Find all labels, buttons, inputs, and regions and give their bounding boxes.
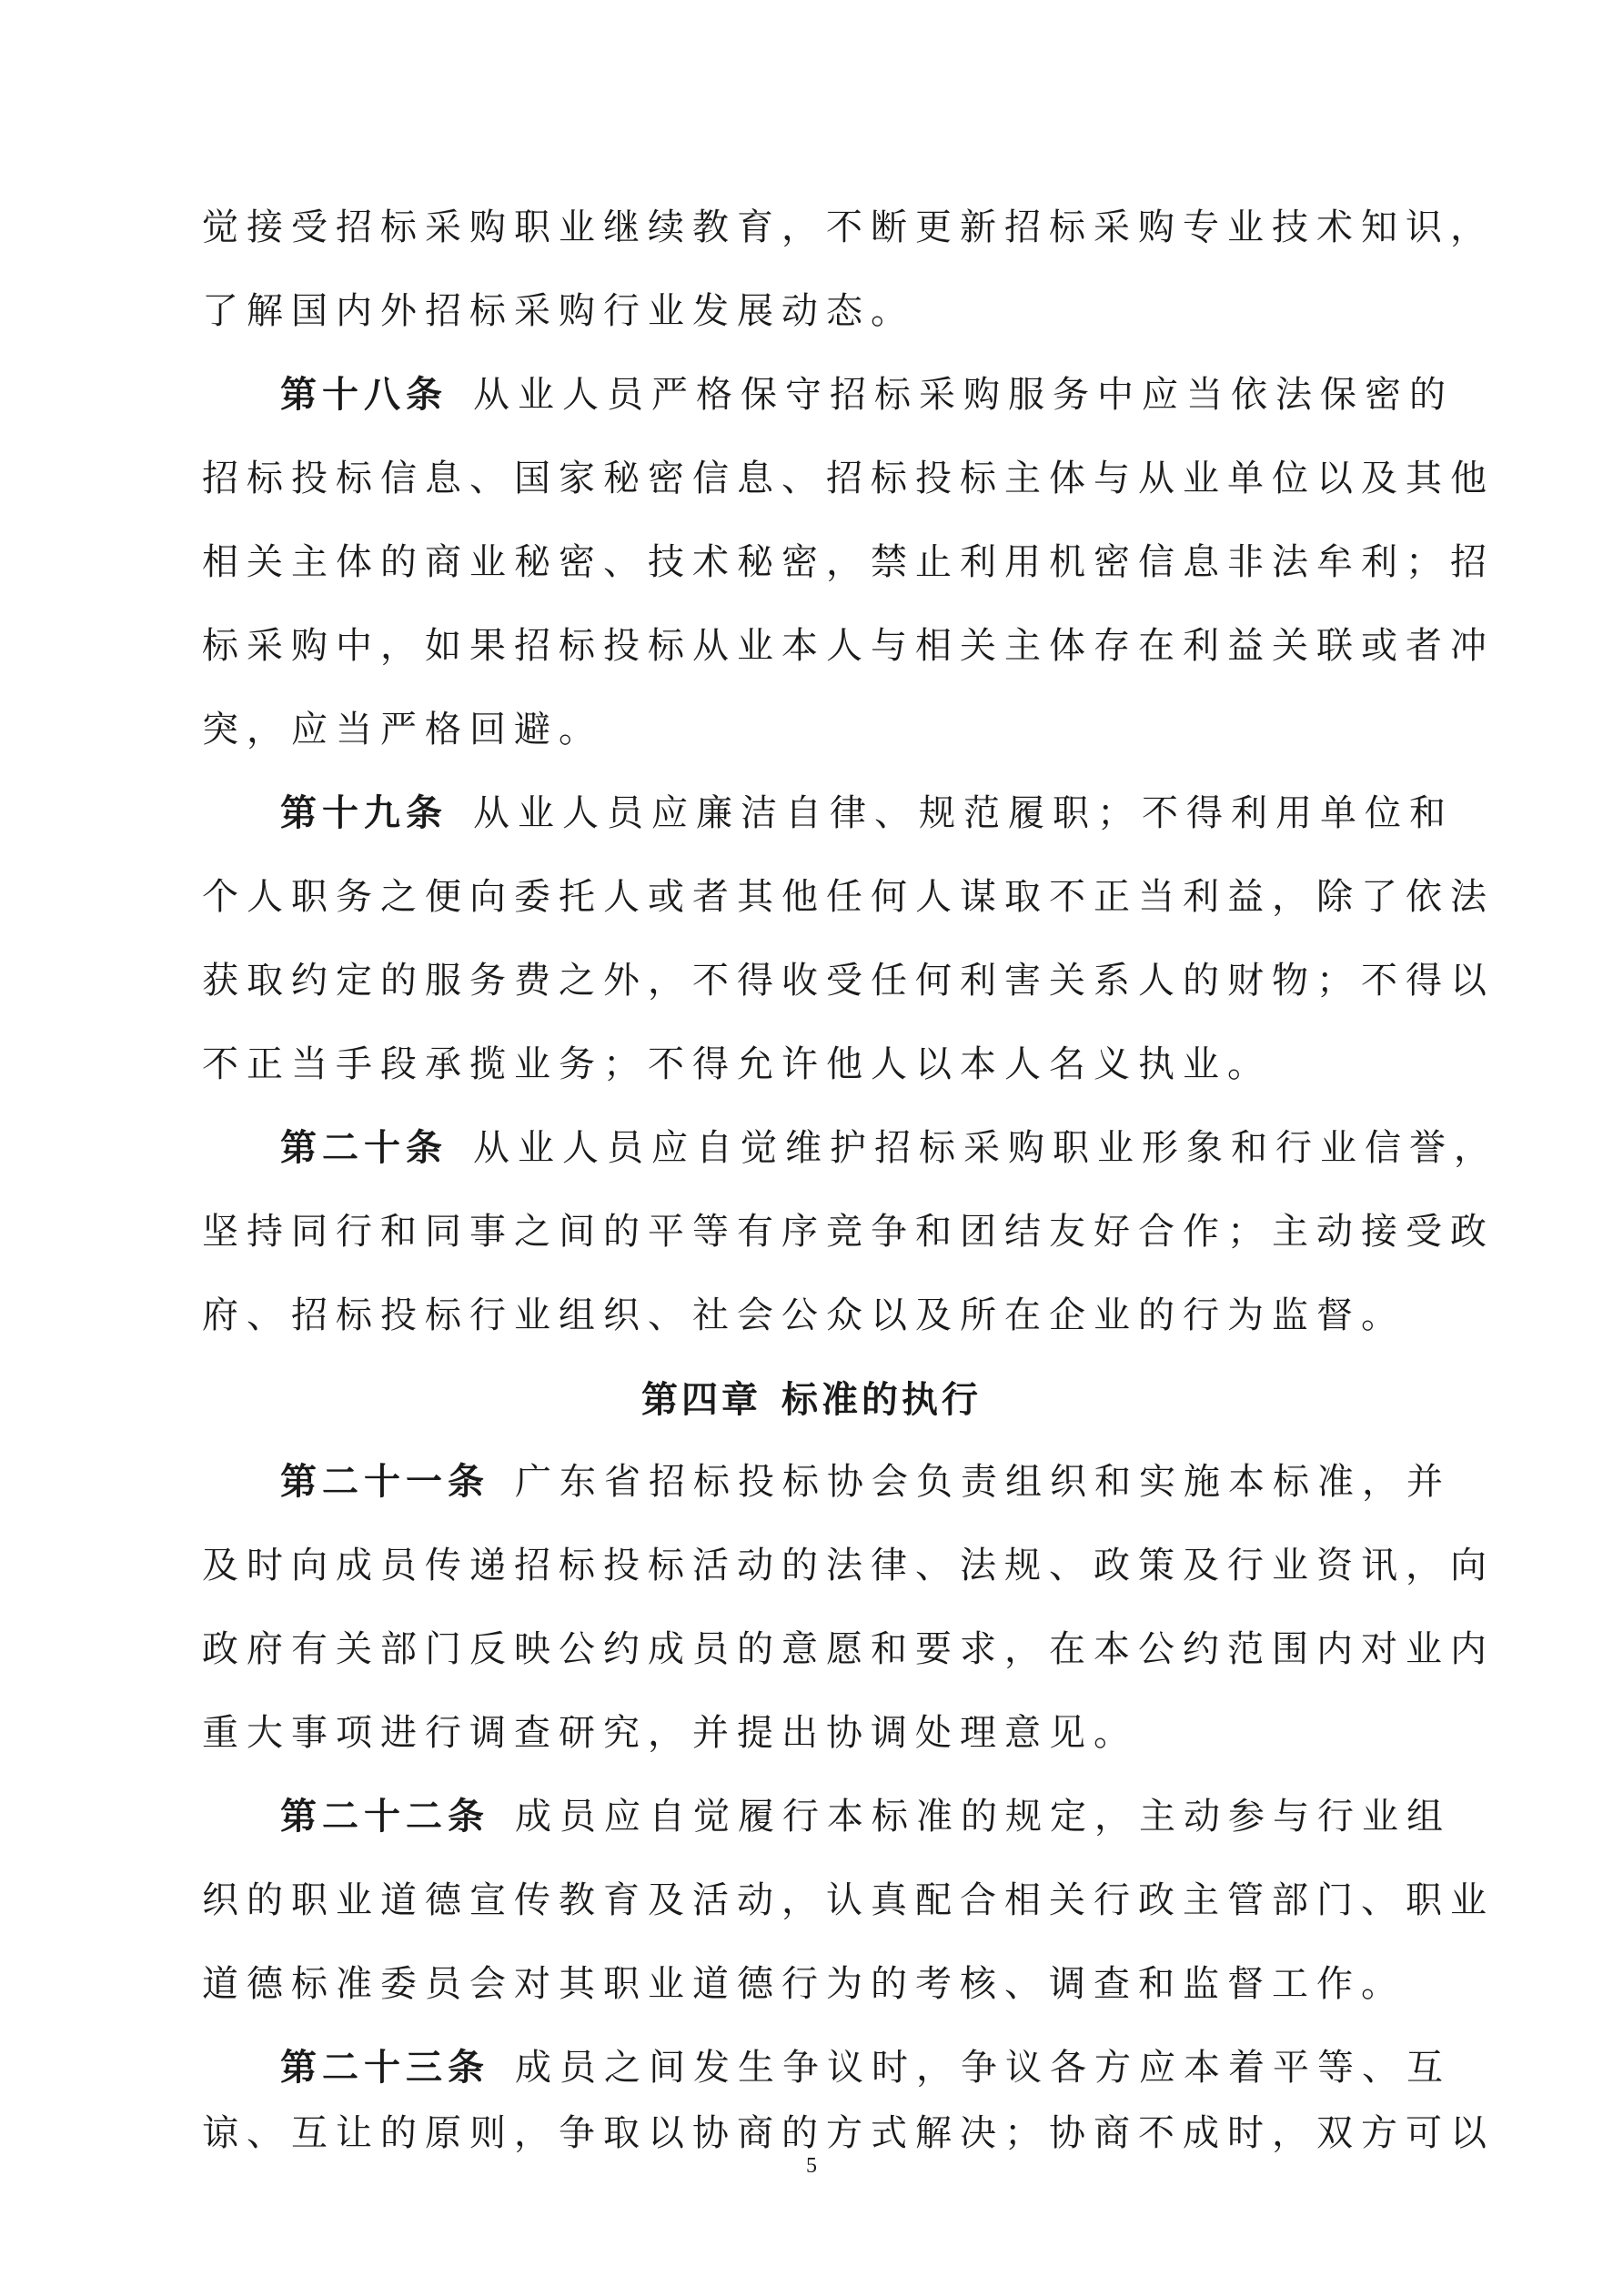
article-18-first-line bbox=[280, 373, 1463, 417]
article-18-heading: 第十八条 bbox=[280, 373, 448, 416]
text-line: 及时向成员传递招标投标活动的法律、法规、政策及行业资讯，向 bbox=[202, 1545, 1495, 1586]
chapter-heading bbox=[0, 1378, 1623, 1422]
article-18-text: 从业人员严格保守招标采购服务中应当依法保密的 bbox=[473, 374, 1454, 416]
chapter-number: 第四章 bbox=[641, 1378, 761, 1421]
article-20-first-line bbox=[280, 1126, 1498, 1170]
text-line: 谅、互让的原则，争取以协商的方式解决；协商不成时，双方可以 bbox=[202, 2112, 1495, 2154]
text-line: 了解国内外招标采购行业发展动态。 bbox=[202, 290, 915, 332]
article-22-first-line bbox=[280, 1795, 1463, 1838]
article-19-text: 从业人员应廉洁自律、规范履职；不得利用单位和 bbox=[473, 792, 1454, 834]
text-line: 道德标准委员会对其职业道德行为的考核、调查和监督工作。 bbox=[202, 1963, 1406, 2005]
article-23-heading: 第二十三条 bbox=[280, 2046, 489, 2089]
text-line: 织的职业道德宣传教育及活动，认真配合相关行政主管部门、职业 bbox=[202, 1879, 1495, 1921]
article-20-text: 从业人员应自觉维护招标采购职业形象和行业信誉， bbox=[473, 1127, 1498, 1169]
chapter-title: 标准的执行 bbox=[781, 1378, 982, 1421]
article-21-first-line bbox=[280, 1460, 1463, 1504]
text-line: 府、招标投标行业组织、社会公众以及所在企业的行为监督。 bbox=[202, 1294, 1406, 1336]
article-22-heading: 第二十二条 bbox=[280, 1795, 489, 1838]
text-line: 坚持同行和同事之间的平等有序竞争和团结友好合作；主动接受政 bbox=[202, 1211, 1495, 1253]
text-line: 觉接受招标采购职业继续教育，不断更新招标采购专业技术知识， bbox=[202, 206, 1495, 248]
article-22-text: 成员应自觉履行本标准的规定，主动参与行业组 bbox=[515, 1796, 1451, 1838]
article-23-text: 成员之间发生争议时，争议各方应本着平等、互 bbox=[515, 2047, 1451, 2089]
text-line: 获取约定的服务费之外，不得收受任何利害关系人的财物；不得以 bbox=[202, 960, 1495, 1002]
text-line: 标采购中，如果招标投标从业本人与相关主体存在利益关联或者冲 bbox=[202, 625, 1495, 667]
article-19-heading: 第十九条 bbox=[280, 791, 448, 834]
text-line: 重大事项进行调查研究，并提出协调处理意见。 bbox=[202, 1712, 1138, 1754]
text-line: 政府有关部门反映公约成员的意愿和要求，在本公约范围内对业内 bbox=[202, 1628, 1495, 1670]
article-23-first-line bbox=[280, 2046, 1463, 2090]
text-line: 招标投标信息、国家秘密信息、招标投标主体与从业单位以及其他 bbox=[202, 458, 1495, 499]
text-line: 个人职务之便向委托人或者其他任何人谋取不正当利益，除了依法 bbox=[202, 876, 1495, 918]
page-number: 5 bbox=[806, 2154, 817, 2178]
article-21-heading: 第二十一条 bbox=[280, 1460, 489, 1503]
text-line: 突，应当严格回避。 bbox=[202, 709, 603, 750]
text-line: 相关主体的商业秘密、技术秘密，禁止利用机密信息非法牟利；招 bbox=[202, 541, 1495, 583]
article-19-first-line bbox=[280, 791, 1463, 835]
text-line: 不正当手段承揽业务；不得允许他人以本人名义执业。 bbox=[202, 1043, 1272, 1085]
article-20-heading: 第二十条 bbox=[280, 1126, 448, 1169]
article-21-text: 广东省招标投标协会负责组织和实施本标准，并 bbox=[515, 1461, 1451, 1503]
